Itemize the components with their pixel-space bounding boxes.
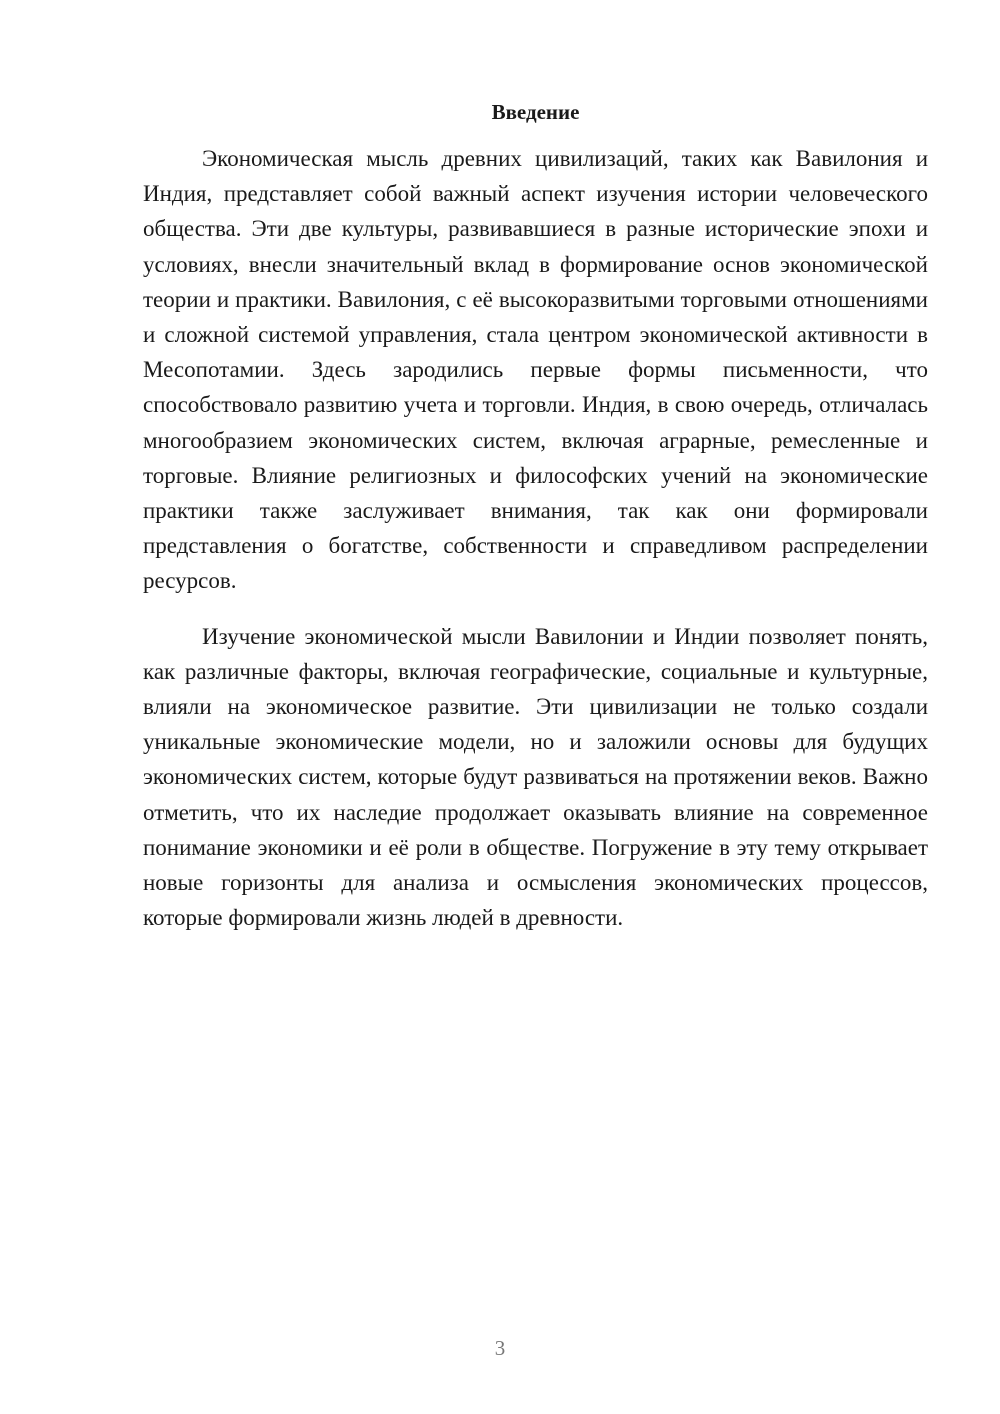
page-number: 3 [494, 1336, 506, 1360]
paragraph-2: Изучение экономической мысли Вавилонии и Индии позволяет понять, как различные факторы, включая географические, социальные и культурные, влияли на экономическое развитие. Эти цивилизации не только создали уникальные экономические модели, но и заложили основы для будущих экономических систем, которые будут развиваться на протяжении веков. Важно отметить, что их наследие продолжает оказывать влияние на современное понимание экономики и её роли в обществе. Погружение в эту тему открывает новые горизонты для анализа и осмысления экономических процессов, которые формировали жизнь людей в древности. [143, 623, 928, 931]
paragraph-1: Экономическая мысль древних цивилизаций, таких как Вавилония и Индия, представляет собой важный аспект изучения истории человеческого общества. Эти две культуры, развивавшиеся в разные исторические эпохи и условиях, внесли значительный вклад в формирование основ экономической теории и практики. Вавилония, с её высокоразвитыми торговыми отношениями и сложной системой управления, стала центром экономической активности в Месопотамии. Здесь зародились первые формы письменности, что способствовало развитию учета и торговли. Индия, в свою очередь, отличалась многообразием экономических систем, включая аграрные, ремесленные и торговые. Влияние религиозных и философских учений на экономические практики также заслуживает внимания, так как они формировали представления о богатстве, собственности и справедливом распределении ресурсов. [143, 146, 928, 594]
section-heading: Введение [491, 100, 580, 124]
body-text [143, 141, 928, 935]
